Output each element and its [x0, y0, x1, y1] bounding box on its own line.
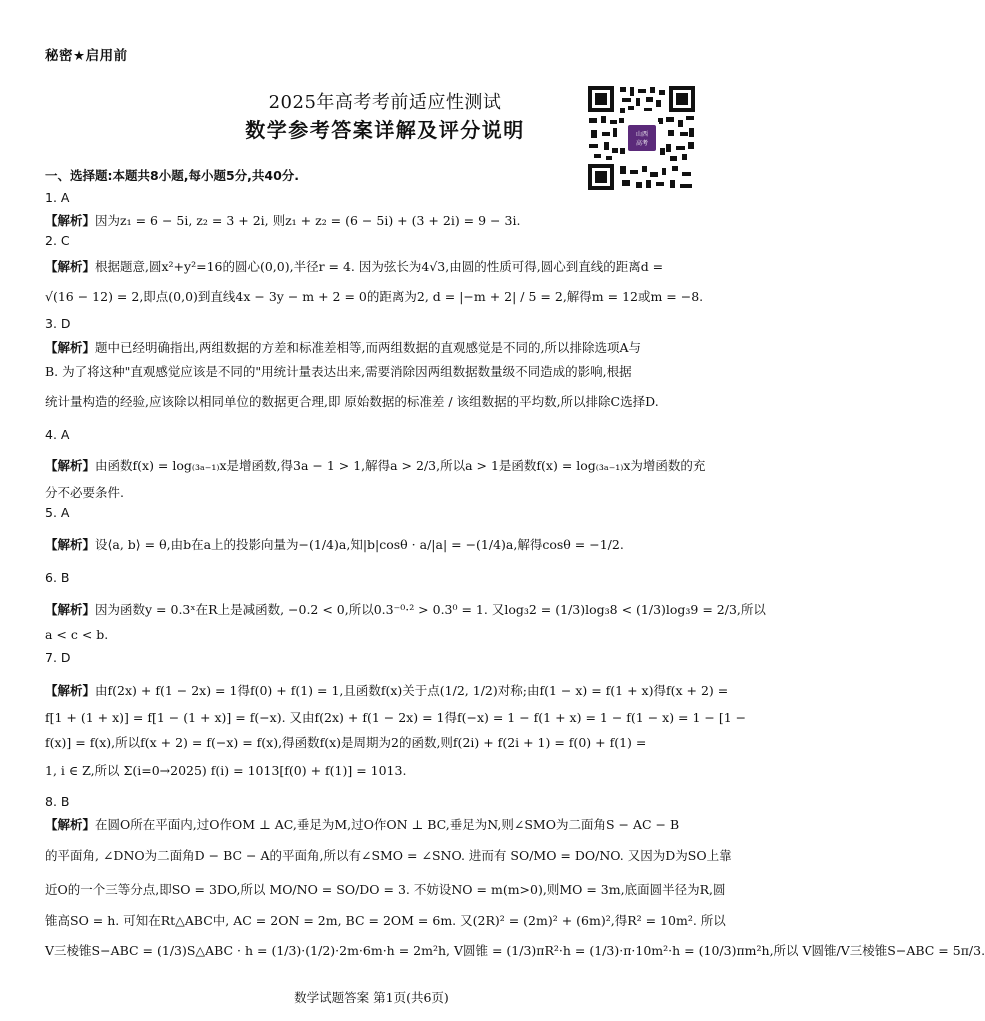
- analysis-tag: 【解析】: [45, 817, 96, 832]
- qr-finder-top-right: [669, 86, 695, 112]
- solution-line: 近O的一个三等分点,即SO = 3DO,所以 MO/NO = SO/DO = 3. 不妨设NO = m(m>0),则MO = 3m,底面圆半径为R,圆: [45, 882, 726, 897]
- analysis-tag: 【解析】: [45, 537, 96, 552]
- solution-line: 【解析】题中已经明确指出,两组数据的方差和标准差相等,而两组数据的直观感觉是不同的,所以排除选项A与: [45, 340, 641, 355]
- solution-line: f(x)] = f(x),所以f(x + 2) = f(−x) = f(x),得函数f(x)是周期为2的函数,则f(2i) + f(2i + 1) = f(0) + f(1) =: [45, 735, 647, 750]
- solution-line: 【解析】根据题意,圆x²+y²=16的圆心(0,0),半径r = 4. 因为弦长为4√3,由圆的性质可得,圆心到直线的距离d =: [45, 259, 664, 274]
- question-number: 2. C: [45, 233, 70, 248]
- analysis-tag: 【解析】: [45, 213, 96, 228]
- page-footer: 数学试题答案 第1页(共6页): [294, 990, 449, 1005]
- solution-line: 统计量构造的经验,应该除以相同单位的数据更合理,即 原始数据的标准差 / 该组数据的平均数,所以排除C选择D.: [45, 394, 659, 409]
- solution-line: B. 为了将这种"直观感觉应该是不同的"用统计量表达出来,需要消除因两组数据数量级不同造成的影响,根据: [45, 364, 632, 379]
- solution-line: 锥高SO = h. 可知在Rt△ABC中, AC = 2ON = 2m, BC = 2OM = 6m. 又(2R)² = (2m)² + (6m)²,得R² = 10m². 所以: [45, 913, 726, 928]
- question-number: 3. D: [45, 316, 71, 331]
- question-number: 6. B: [45, 570, 70, 585]
- analysis-tag: 【解析】: [45, 458, 96, 473]
- secret-label: 秘密★启用前: [45, 48, 128, 64]
- solution-line: V三棱锥S−ABC = (1/3)S△ABC · h = (1/3)·(1/2)·2m·6m·h = 2m²h, V圆锥 = (1/3)πR²·h = (1/3)·π·10m²·h = (10/3)πm²h,所以 V圆锥/V三棱锥S−ABC = 5π/3.: [45, 943, 985, 958]
- analysis-tag: 【解析】: [45, 683, 96, 698]
- solution-line: 【解析】因为z₁ = 6 − 5i, z₂ = 3 + 2i, 则z₁ + z₂ = (6 − 5i) + (3 + 2i) = 9 − 3i.: [45, 213, 521, 228]
- solution-line: 1, i ∈ Z,所以 Σ(i=0→2025) f(i) = 1013[f(0) + f(1)] = 1013.: [45, 763, 407, 778]
- solution-line: 【解析】在圆O所在平面内,过O作OM ⊥ AC,垂足为M,过O作ON ⊥ BC,垂足为N,则∠SMO为二面角S − AC − B: [45, 817, 680, 832]
- svg-text:高考: 高考: [635, 140, 649, 147]
- analysis-tag: 【解析】: [45, 259, 96, 274]
- question-number: 1. A: [45, 190, 70, 205]
- solution-line: √(16 − 12) = 2,即点(0,0)到直线4x − 3y − m + 2 = 0的距离为2, d = |−m + 2| / 5 = 2,解得m = 12或m = −8.: [45, 289, 704, 304]
- section-heading: 一、选择题:本题共8小题,每小题5分,共40分.: [45, 168, 300, 183]
- qr-finder-top-left: [588, 86, 614, 112]
- exam-title: 2025年高考考前适应性测试: [268, 92, 502, 113]
- solution-line: 【解析】设⟨a, b⟩ = θ,由b在a上的投影向量为−(1/4)a,知|b|cosθ · a/|a| = −(1/4)a,解得cosθ = −1/2.: [45, 537, 624, 552]
- solution-line: 【解析】由f(2x) + f(1 − 2x) = 1得f(0) + f(1) = 1,且函数f(x)关于点(1/2, 1/2)对称;由f(1 − x) = f(1 + x)得f(x + 2) =: [45, 683, 729, 698]
- solution-line: 【解析】因为函数y = 0.3ˣ在R上是减函数, −0.2 < 0,所以0.3⁻⁰·² > 0.3⁰ = 1. 又log₃2 = (1/3)log₃8 < (1/3)log₃9 = 2/3,所以: [45, 602, 766, 617]
- solution-line: f[1 + (1 + x)] = f[1 − (1 + x)] = f(−x). 又由f(2x) + f(1 − 2x) = 1得f(−x) = 1 − f(1 + x) = 1 − f(1 − x) = 1 − [1 −: [45, 710, 747, 725]
- answer-title: 数学参考答案详解及评分说明: [245, 118, 525, 142]
- qr-finder-bottom-left: [588, 164, 614, 190]
- solution-line: a < c < b.: [45, 627, 109, 642]
- solution-line: 的平面角, ∠DNO为二面角D − BC − A的平面角,所以有∠SMO = ∠SNO. 进而有 SO/MO = DO/NO. 又因为D为SO上靠: [45, 848, 732, 863]
- question-number: 7. D: [45, 650, 71, 665]
- svg-text:山西: 山西: [635, 131, 649, 138]
- analysis-tag: 【解析】: [45, 340, 96, 355]
- qr-code-image: [586, 84, 697, 192]
- qr-logo: [628, 125, 656, 151]
- question-number: 4. A: [45, 427, 70, 442]
- question-number: 8. B: [45, 794, 70, 809]
- solution-line: 分不必要条件.: [45, 485, 124, 500]
- solution-line: 【解析】由函数f(x) = log₍₃ₐ₋₁₎x是增函数,得3a − 1 > 1,解得a > 2/3,所以a > 1是函数f(x) = log₍₃ₐ₋₁₎x为增函数的充: [45, 458, 706, 473]
- analysis-tag: 【解析】: [45, 602, 96, 617]
- question-number: 5. A: [45, 505, 70, 520]
